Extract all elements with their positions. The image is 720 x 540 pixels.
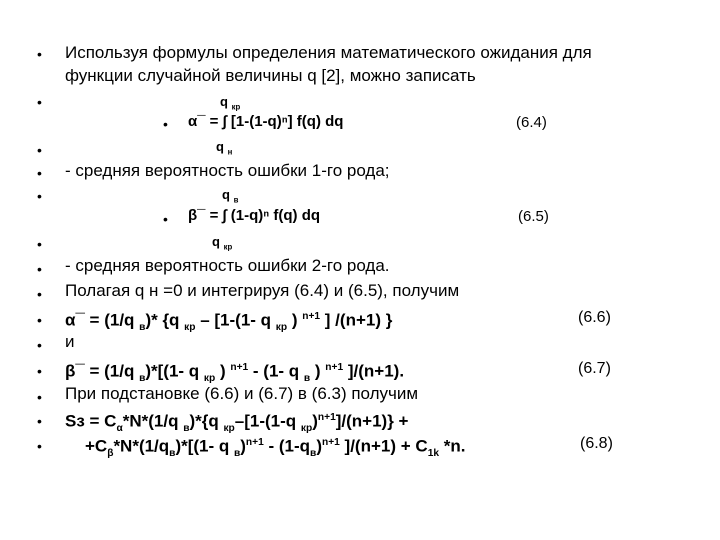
alpha-description: - средняя вероятность ошибки 1-го рода; [65, 161, 390, 180]
beta-upper-q: q [222, 187, 230, 202]
alpha-lower-limit [216, 137, 232, 163]
alpha-lower-q: q [216, 139, 224, 154]
intro-line-1: Используя формулы определения математического ожидания для [65, 43, 592, 62]
eq-number-6-6: (6.6) [578, 309, 611, 326]
bullet-2: • [37, 94, 42, 110]
bullet-12: • [37, 389, 42, 405]
equation-6-7: β¯ = (1/q $_в$)*[(1- q $_{кр}$ ) $^{n+1}$ - (1- q $_в$ ) $^{n+1}$ ]/(n+1). [65, 361, 405, 385]
bullet-10: • [37, 337, 42, 353]
beta-upper-sub: в [233, 195, 239, 205]
bullet-8: • [37, 286, 42, 302]
eq-number-6-8: (6.8) [580, 435, 613, 452]
equation-6-6: α¯ = (1/q $_в$)* {q $_{кр}$ – [1-(1- q $_{кр}$ ) $^{n+1}$ ] /(n+1) } [65, 310, 393, 334]
bullet-9: • [37, 312, 42, 328]
beta-lower-sub: кр [223, 242, 233, 252]
eq-number-6-5: (6.5) [518, 208, 549, 225]
bullet-4: • [37, 165, 42, 181]
alpha-lower-sub: н [227, 147, 233, 157]
bullet-sub-1: • [163, 116, 168, 132]
bullet-1: • [37, 46, 42, 62]
integrating-text: Полагая q н =0 и интегрируя (6.4) и (6.5), получим [65, 281, 460, 300]
bullet-6: • [37, 236, 42, 252]
bullet-sub-2: • [163, 211, 168, 227]
alpha-formula: α¯ = ∫ [1-(1-q)ⁿ] f(q) dq [188, 113, 344, 130]
alpha-upper-q: q [220, 94, 228, 109]
intro-line-2: функции случайной величины q [2], можно записать [65, 66, 476, 85]
bullet-14: • [37, 438, 42, 454]
bullet-13: • [37, 413, 42, 429]
beta-formula: β¯ = ∫ (1-q)ⁿ f(q) dq [188, 207, 321, 224]
alpha-upper-sub: кр [231, 102, 241, 112]
equation-6-8-line-1: Sз = $С_\alpha*N*(1/q$ $_в$)*{q $_{кр}$–[1-(1-q $_{кр}$)$^{n+1}$]/(n+1)} + [65, 411, 409, 435]
beta-lower-q: q [212, 234, 220, 249]
eq-number-6-7: (6.7) [578, 360, 611, 377]
beta-lower-limit [212, 232, 232, 258]
bullet-11: • [37, 363, 42, 379]
substitution-text: При подстановке (6.6) и (6.7) в (6.3) получим [65, 384, 419, 403]
eq-number-6-4: (6.4) [516, 114, 547, 131]
and-text: и [65, 332, 75, 351]
beta-description: - средняя вероятность ошибки 2-го рода. [65, 256, 390, 275]
bullet-5: • [37, 188, 42, 204]
equation-6-8-line-2: $+С_\beta*N*(1/q_в)*[(1-$ q $_в)^{n+1} - (1-q_в)^{n+1}$ ]$/(n+1) + С_{1k}$ *n. [85, 436, 466, 460]
bullet-3: • [37, 142, 42, 158]
bullet-7: • [37, 261, 42, 277]
